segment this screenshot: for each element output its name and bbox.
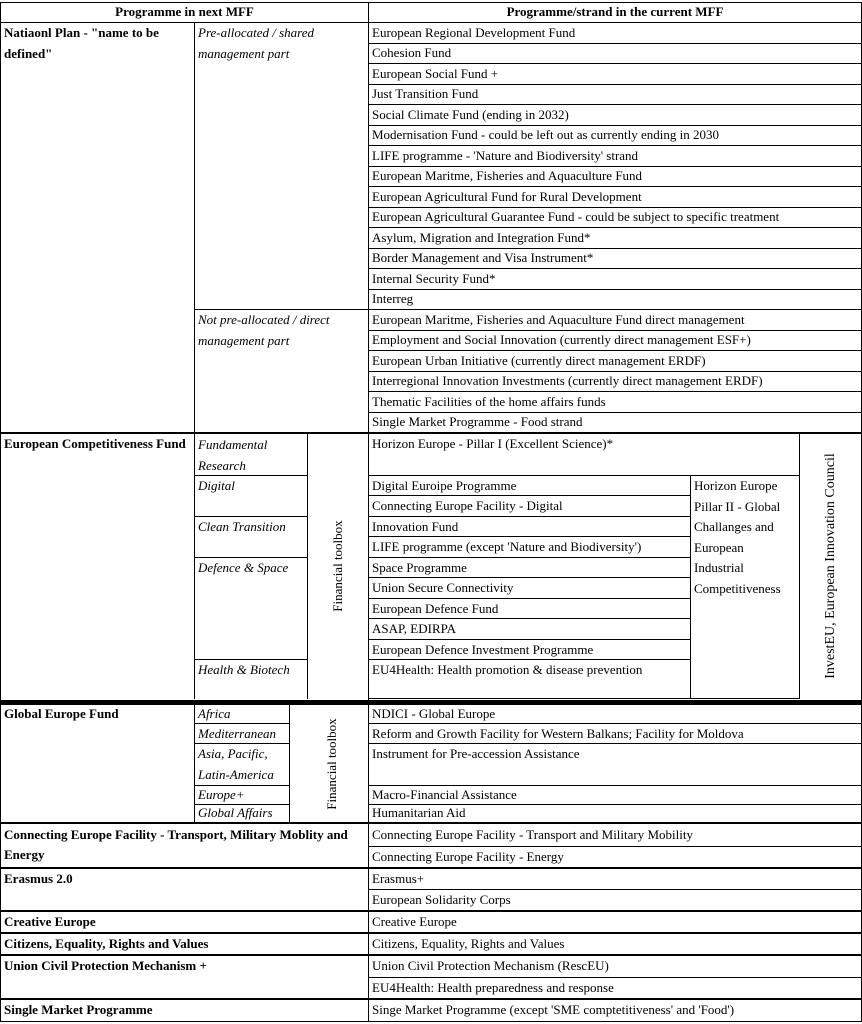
grid-line [0,822,862,824]
grid-line [0,1021,862,1022]
ecf-window: Fundamental Research [198,437,268,473]
ecf-window: Clean Transition [198,519,286,534]
list-item: NDICI - Global Europe [372,706,496,721]
list-item: Macro-Financial Assistance [372,787,517,802]
ge-financial-toolbox-label: Financial toolbox [324,718,339,810]
list-item: Citizens, Equality, Rights and Values [372,936,565,951]
list-item: European Defence Investment Programme [372,642,594,657]
ge-region: Mediterranean [198,726,276,741]
smp-title: Single Market Programme [4,1002,153,1017]
cef-title: Connecting Europe Facility - Transport, Military Moblity and Energy [4,827,348,862]
grid-line [368,698,800,699]
header-left: Programme in next MFF [115,4,254,19]
list-item: EU4Health: Health promotion & disease prevention [372,662,643,677]
ge-region: Global Affairs [198,805,273,820]
list-item: LIFE programme - 'Nature and Biodiversity' strand [372,148,639,163]
shared-management-label: Pre-allocated / shared management part [198,25,315,61]
list-item: Reform and Growth Facility for Western Balkans; Facility for Moldova [372,726,744,741]
list-item: Connecting Europe Facility - Transport and Military Mobility [372,827,694,842]
header-right: Programme/strand in the current MFF [506,4,724,19]
list-item: European Defence Fund [372,601,499,616]
grid-line [368,2,369,1022]
ecf-window: Health & Biotech [198,662,290,677]
list-item: Instrument for Pre-accession Assistance [372,746,580,761]
direct-management-label: Not pre-allocated / direct management part [198,312,330,348]
ge-region: Europe+ [198,787,245,802]
list-item: ASAP, EDIRPA [372,621,457,636]
cerv-title: Citizens, Equality, Rights and Values [4,936,209,951]
list-item: European Maritme, Fisheries and Aquaculture Fund direct management [372,312,745,327]
list-item: Erasmus+ [372,871,425,886]
grid-line [690,475,691,699]
list-item: Connecting Europe Facility - Digital [372,498,563,513]
list-item: European Solidarity Corps [372,892,511,907]
list-item: Digital Euroipe Programme [372,478,517,493]
ecf-title: European Competitiveness Fund [4,436,186,451]
grid-line [0,2,1,1022]
list-item: LIFE programme (except 'Nature and Biodiversity') [372,539,642,554]
global-europe-title: Global Europe Fund [4,706,119,721]
list-item: Connecting Europe Facility - Energy [372,849,564,864]
national-plan-title: Natiaonl Plan - "name to be defined" [4,25,159,61]
list-item: EU4Health: Health preparedness and response [372,980,614,995]
list-item: Asylum, Migration and Integration Fund* [372,230,591,245]
ge-region: Asia, Pacific, Latin-America [198,746,274,782]
ecf-financial-toolbox-label: Financial toolbox [330,520,345,612]
creative-europe-title: Creative Europe [4,914,96,929]
list-item: Singe Market Programme (except 'SME comptetitiveness' and 'Food') [372,1002,735,1017]
ecf-window: Defence & Space [198,560,289,575]
list-item: European Maritme, Fisheries and Aquaculture Fund [372,168,643,183]
grid-line [194,23,195,433]
horizon-pillar-2-cell: Horizon Europe Pillar II - Global Challanges and European Industrial Competitiveness [694,478,781,596]
grid-line [799,433,800,699]
erasmus-title: Erasmus 2.0 [4,871,73,886]
ge-region: Africa [198,706,231,721]
list-item: Union Secure Connectivity [372,580,514,595]
list-item: Humanitarian Aid [372,805,466,820]
list-item: Innovation Fund [372,519,459,534]
list-item: Space Programme [372,560,467,575]
list-item: Horizon Europe - Pillar I (Excellent Science)* [372,436,614,451]
ucpm-title: Union Civil Protection Mechanism + [4,958,207,973]
list-item: European Social Fund + [372,66,499,81]
list-item: European Agricultural Fund for Rural Development [372,189,642,204]
list-item: European Regional Development Fund [372,25,576,40]
list-item: Modernisation Fund - could be left out as currently ending in 2030 [372,127,719,142]
list-item: Just Transition Fund [372,86,479,101]
list-item: Interreg [372,291,414,306]
list-item: Union Civil Protection Mechanism (RescEU) [372,958,609,973]
list-item: European Agricultural Guarantee Fund - could be subject to specific treatment [372,209,780,224]
ecf-window: Digital [198,478,235,493]
list-item: Cohesion Fund [372,45,452,60]
list-item: Thematic Facilities of the home affairs funds [372,394,606,409]
investeu-eic-label: InvestEU, European Innovation Council [823,453,838,679]
list-item: Creative Europe [372,914,457,929]
list-item: Employment and Social Innovation (currently direct management ESF+) [372,332,751,347]
list-item: Internal Security Fund* [372,271,496,286]
grid-line [289,704,290,823]
list-item: Single Market Programme - Food strand [372,414,583,429]
list-item: European Urban Initiative (currently direct management ERDF) [372,353,706,368]
list-item: Border Management and Visa Instrument* [372,250,594,265]
list-item: Interregional Innovation Investments (currently direct management ERDF) [372,373,763,388]
grid-line [194,704,195,823]
list-item: Social Climate Fund (ending in 2032) [372,107,569,122]
